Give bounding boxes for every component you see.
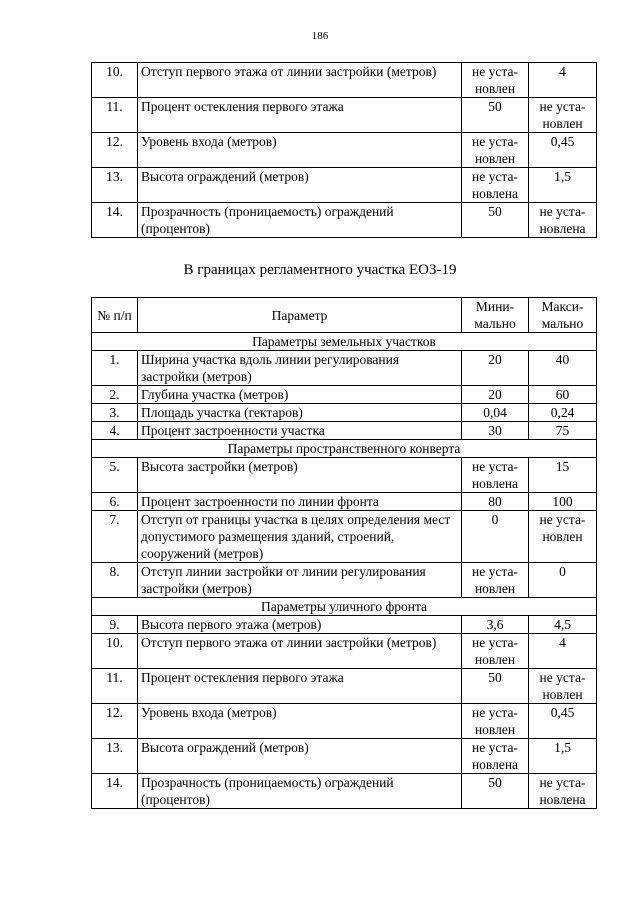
table-row: [92, 511, 597, 563]
table-row: [92, 404, 597, 422]
row-number: 14.: [92, 774, 138, 809]
table-row: [92, 458, 597, 493]
row-max: не уста-новлена: [529, 774, 597, 809]
header-min: Мини-мально: [462, 298, 529, 333]
row-max: 1,5: [529, 739, 597, 774]
table-row: [92, 669, 597, 704]
section-caption: В границах регламентного участка ЕОЗ-19: [183, 262, 457, 278]
header-parameter: Параметр: [138, 298, 462, 333]
row-min: 50: [462, 774, 529, 809]
row-number: 12.: [92, 133, 138, 168]
section-row: [92, 440, 597, 458]
row-parameter: Отступ от границы участка в целях определения мест допустимого размещения зданий, строений, сооружений (метров): [138, 511, 462, 563]
table-row: [92, 616, 597, 634]
row-min: 80: [462, 493, 529, 511]
row-parameter: Высота ограждений (метров): [138, 739, 462, 774]
table-row: [92, 634, 597, 669]
row-number: 6.: [92, 493, 138, 511]
row-number: 8.: [92, 563, 138, 598]
table-row: [92, 422, 597, 440]
row-max: 1,5: [529, 168, 597, 203]
table-row: [92, 739, 597, 774]
row-parameter: Отступ первого этажа от линии застройки (метров): [138, 634, 462, 669]
row-max: не уста-новлен: [529, 511, 597, 563]
row-number: 7.: [92, 511, 138, 563]
row-max: 40: [529, 351, 597, 386]
row-number: 12.: [92, 704, 138, 739]
section-row: [92, 598, 597, 616]
row-number: 3.: [92, 404, 138, 422]
table-row: [92, 386, 597, 404]
row-number: 2.: [92, 386, 138, 404]
row-max: не уста-новлен: [529, 669, 597, 704]
row-min: 50: [462, 98, 529, 133]
row-min: 20: [462, 386, 529, 404]
table-row: [92, 351, 597, 386]
header-number: № п/п: [92, 298, 138, 333]
table-row: [92, 774, 597, 809]
row-parameter: Высота первого этажа (метров): [138, 616, 462, 634]
row-min: не уста-новлена: [462, 739, 529, 774]
row-parameter: Отступ первого этажа от линии застройки (метров): [138, 63, 462, 98]
row-number: 1.: [92, 351, 138, 386]
row-parameter: Отступ линии застройки от линии регулирования застройки (метров): [138, 563, 462, 598]
row-max: 4,5: [529, 616, 597, 634]
table-row: [92, 63, 597, 98]
row-number: 13.: [92, 168, 138, 203]
row-min: не уста-новлен: [462, 634, 529, 669]
row-max: 60: [529, 386, 597, 404]
row-parameter: Процент остекления первого этажа: [138, 98, 462, 133]
row-parameter: Уровень входа (метров): [138, 133, 462, 168]
row-number: 11.: [92, 669, 138, 704]
row-parameter: Прозрачность (проницаемость) ограждений (процентов): [138, 203, 462, 238]
row-min: не уста-новлена: [462, 168, 529, 203]
row-min: не уста-новлен: [462, 133, 529, 168]
row-number: 10.: [92, 63, 138, 98]
row-max: 4: [529, 634, 597, 669]
row-number: 14.: [92, 203, 138, 238]
row-parameter: Площадь участка (гектаров): [138, 404, 462, 422]
table-row: [92, 133, 597, 168]
table-row: [92, 98, 597, 133]
row-number: 11.: [92, 98, 138, 133]
row-number: 5.: [92, 458, 138, 493]
row-number: 13.: [92, 739, 138, 774]
row-max: 15: [529, 458, 597, 493]
row-min: 0,04: [462, 404, 529, 422]
row-min: не уста-новлена: [462, 458, 529, 493]
row-min: 0: [462, 511, 529, 563]
row-parameter: Процент остекления первого этажа: [138, 669, 462, 704]
header-max: Макси-мально: [529, 298, 597, 333]
row-min: 50: [462, 669, 529, 704]
row-parameter: Прозрачность (проницаемость) ограждений (процентов): [138, 774, 462, 809]
row-min: 30: [462, 422, 529, 440]
row-number: 9.: [92, 616, 138, 634]
row-parameter: Ширина участка вдоль линии регулирования застройки (метров): [138, 351, 462, 386]
row-min: 50: [462, 203, 529, 238]
row-min: 3,6: [462, 616, 529, 634]
row-max: 0,45: [529, 133, 597, 168]
table-row: [92, 203, 597, 238]
row-min: не уста-новлен: [462, 563, 529, 598]
row-parameter: Глубина участка (метров): [138, 386, 462, 404]
row-max: 4: [529, 63, 597, 98]
row-max: 0,45: [529, 704, 597, 739]
row-max: 75: [529, 422, 597, 440]
table-row: [92, 704, 597, 739]
section-title: Параметры пространственного конверта: [92, 440, 597, 458]
row-min: не уста-новлен: [462, 704, 529, 739]
table-header-row: [92, 298, 597, 333]
row-max: 0: [529, 563, 597, 598]
table-row: [92, 493, 597, 511]
row-max: не уста-новлен: [529, 98, 597, 133]
section-title: Параметры уличного фронта: [92, 598, 597, 616]
table-row: [92, 168, 597, 203]
row-min: не уста-новлен: [462, 63, 529, 98]
row-min: 20: [462, 351, 529, 386]
row-max: 0,24: [529, 404, 597, 422]
row-max: 100: [529, 493, 597, 511]
row-number: 4.: [92, 422, 138, 440]
row-parameter: Процент застроенности участка: [138, 422, 462, 440]
table-row: [92, 563, 597, 598]
row-parameter: Высота ограждений (метров): [138, 168, 462, 203]
page-number: 186: [311, 30, 329, 42]
section-row: [92, 333, 597, 351]
row-max: не уста-новлена: [529, 203, 597, 238]
top-table: [91, 62, 597, 238]
row-parameter: Уровень входа (метров): [138, 704, 462, 739]
row-parameter: Процент застроенности по линии фронта: [138, 493, 462, 511]
main-table: [91, 297, 597, 809]
section-title: Параметры земельных участков: [92, 333, 597, 351]
row-parameter: Высота застройки (метров): [138, 458, 462, 493]
row-number: 10.: [92, 634, 138, 669]
